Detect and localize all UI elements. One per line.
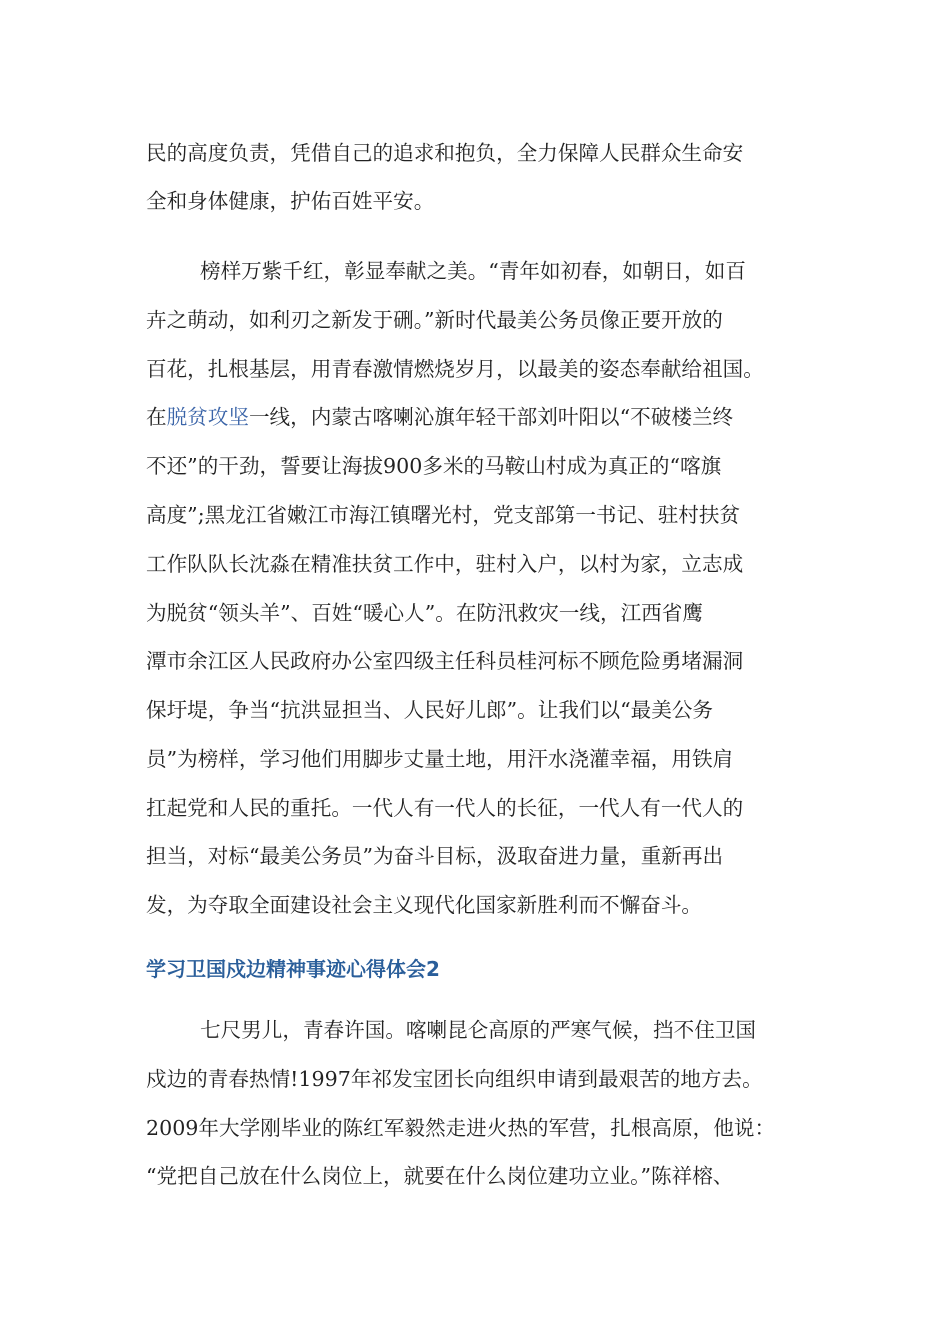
paragraph-line: “党把自己放在什么岗位上，就要在什么岗位建功立业。”陈祥榕、 [146,1164,734,1188]
paragraph-line [146,404,733,430]
paragraph-line: 扛起党和人民的重托。一代人有一代人的长征，一代人有一代人的 [146,796,744,820]
paragraph-line: 榜样万紫千红，彰显奉献之美。“青年如初春，如朝日，如百 [200,259,746,283]
paragraph-line: 高度”;黑龙江省嫩江市海江镇曙光村，党支部第一书记、驻村扶贫 [146,503,741,527]
paragraph-line: 工作队队长沈淼在精准扶贫工作中，驻村入户，以村为家，立志成 [146,552,744,576]
paragraph-line: 为脱贫“领头羊”、百姓“暖心人”。在防汛救灾一线，江西省鹰 [146,601,703,625]
paragraph-line: 百花，扎根基层，用青春激情燃烧岁月，以最美的姿态奉献给祖国。 [146,357,764,381]
section-heading: 学习卫国戍边精神事迹心得体会2 [146,957,440,981]
paragraph-line: 卉之萌动，如利刃之新发于硎。”新时代最美公务员像正要开放的 [146,308,723,332]
paragraph-line: 戍边的青春热情!1997年祁发宝团长向组织申请到最艰苦的地方去。 [146,1067,763,1091]
poverty-alleviation-link[interactable]: 脱贫攻坚 [166,405,249,429]
paragraph-line: 潭市余江区人民政府办公室四级主任科员桂河标不顾危险勇堵漏洞 [146,649,744,673]
paragraph-line: 担当，对标“最美公务员”为奋斗目标，汲取奋进力量，重新再出 [146,844,724,868]
paragraph-line: 保圩堤，争当“抗洪显担当、人民好儿郎”。让我们以“最美公务 [146,698,714,722]
line-prefix: 在 [146,405,167,429]
paragraph-line: 全和身体健康，护佑百姓平安。 [146,189,435,213]
line-suffix: 一线，内蒙古喀喇沁旗年轻干部刘叶阳以“不破楼兰终 [248,405,734,429]
paragraph-line: 员”为榜样，学习他们用脚步丈量土地，用汗水浇灌幸福，用铁肩 [146,747,734,771]
paragraph-line: 2009年大学刚毕业的陈红军毅然走进火热的军营，扎根高原，他说： [146,1116,776,1140]
paragraph-line: 不还”的干劲，誓要让海拔900多米的马鞍山村成为真正的“喀旗 [146,454,722,478]
paragraph-line: 民的高度负责，凭借自己的追求和抱负，全力保障人民群众生命安 [146,141,744,165]
paragraph-line: 发，为夺取全面建设社会主义现代化国家新胜利而不懈奋斗。 [146,893,703,917]
paragraph-line: 七尺男儿，青春许国。喀喇昆仑高原的严寒气候，挡不住卫国 [200,1018,757,1042]
